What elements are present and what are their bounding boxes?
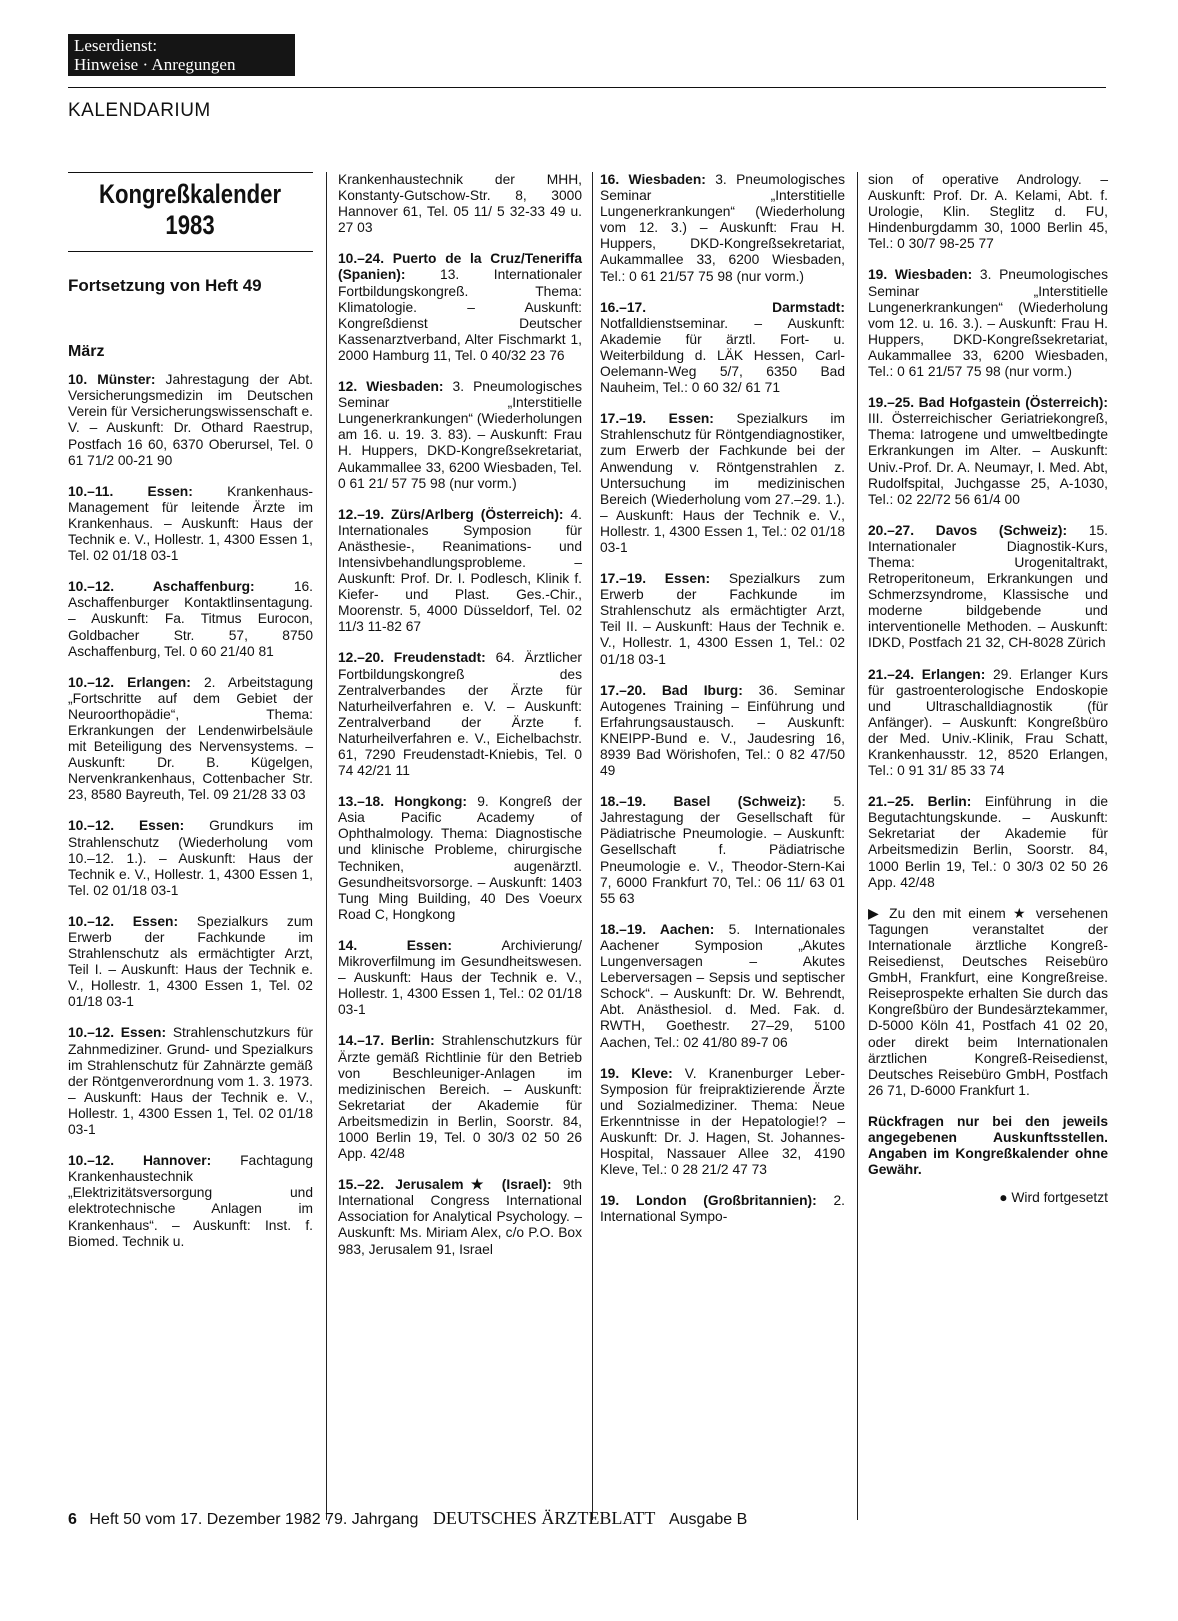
column-2 bbox=[338, 172, 582, 1273]
entry-date-place: 19. Wiesbaden: bbox=[868, 267, 980, 283]
disclaimer: Rückfragen nur bei den jeweils angegebenen Auskunftsstellen. Angaben im Kongreßkalender ohne Gewähr. bbox=[868, 1113, 1108, 1178]
page-footer bbox=[68, 1508, 747, 1529]
issue-info: Heft 50 vom 17. Dezember 1982 79. Jahrgang bbox=[89, 1511, 419, 1528]
entry-text: Spezialkurs zum Erwerb der Fachkunde im Strahlenschutz als ermächtigter Arzt, Teil II. – Auskunft: Haus der Technik e. V., Hollestr. 1, 4300 Essen 1, Tel.: 02 01/18 03-1 bbox=[600, 571, 845, 667]
journal-name: DEUTSCHES ÄRZTEBLATT bbox=[432, 1508, 656, 1528]
calendar-entry bbox=[338, 794, 582, 923]
entry-date-place: 16.–17. Darmstadt: bbox=[600, 299, 845, 315]
header-line-2: Hinweise · Anregungen bbox=[74, 55, 236, 74]
entry-text: 29. Erlanger Kurs für gastroenterologische Endoskopie und Ultraschalldiagnostik (für Anfänger). – Auskunft: Kongreßbüro der Med. Univ.-Klinik, Frau Schatt, Krankenhausstr. 12, 8520 Erlangen, Tel.: 0 91 31/ 85 33 74 bbox=[868, 666, 1108, 779]
entry-date-place: 20.–27. Davos (Schweiz): bbox=[868, 522, 1089, 538]
entry-date-place: 21.–24. Erlangen: bbox=[868, 666, 993, 682]
calendar-entry bbox=[868, 794, 1108, 891]
calendar-entry bbox=[600, 571, 845, 668]
entry-text: Fachtagung Krankenhaustechnik „Elektrizitätsversorgung und elektrotechnische Anlagen im Krankenhaus“. – Auskunft: Inst. f. Biomed. Technik u. bbox=[68, 1153, 313, 1249]
entry-text: 4. Internationales Symposion für Anästhesie-, Reanimations- und Intensivbehandlungsprobleme. – Auskunft: Prof. Dr. I. Podlesch, Klinik f. Kiefer- und Plast. Ges.-Chir., Moorenstr. 5, 4000 Düsseldorf, Tel. 02 11/3 11-82 67 bbox=[338, 506, 582, 635]
entry-date-place: 17.–20. Bad Iburg: bbox=[600, 682, 759, 698]
entry-text: 3. Pneumologisches Seminar „Interstitielle Lungenerkrankungen“ (Wiederholungen am 16. u. 19. 3. 83). – Auskunft: Frau H. Huppers, DKD-Kongreßsekretariat, Aukammallee 33, 6200 Wiesbaden, Tel. 0 61 21/ 57 75 98 (nur vorm.) bbox=[338, 379, 582, 491]
entry-text: 5. Jahrestagung der Gesellschaft für Pädiatrische Pneumologie. – Auskunft: Gesellschaft f. Pädiatrische Pneumologie e. V., Theodor-Stern-Kai 7, 6000 Frankfurt 70, Tel.: 06 11/ 63 01 55 63 bbox=[600, 794, 845, 906]
entry-text: Strahlenschutzkurs für Zahnmediziner. Grund- und Spezialkurs im Strahlenschutz für Zahnärzte gemäß der Röntgenverordnung vom 1. 3. 1973. – Auskunft: Haus der Technik e. V., Hollestr. 1, 4300 Essen 1, Tel. 02 01/18 03-1 bbox=[68, 1025, 314, 1138]
entry-date-place: 10.–12. Essen: bbox=[68, 913, 197, 929]
month-heading: März bbox=[68, 343, 105, 361]
entry-date-place: 16. Wiesbaden: bbox=[600, 172, 716, 187]
entry-text: Archivierung/ Mikroverfilmung im Gesundheitswesen. – Auskunft: Haus der Technik e. V., Hollestr. 1, 4300 Essen 1, Tel.: 02 01/18 03-1 bbox=[338, 937, 582, 1018]
entry-date-place: 10. Münster: bbox=[68, 372, 166, 388]
calendar-entry bbox=[68, 372, 313, 469]
calendar-entry bbox=[68, 579, 313, 659]
entry-text: Grundkurs im Strahlenschutz (Wiederholung vom 10.–12. 1.). – Auskunft: Haus der Technik e. V., Hollestr. 1, 4300 Essen 1, Tel. 02 01/18 03-1 bbox=[68, 818, 313, 898]
entry-text: Einführung in die Begutachtungskunde. – Auskunft: Sekretariat der Akademie für Arbeitsmedizin Berlin, Soorstr. 84, 1000 Berlin 19, Tel.: 0 30/3 02 50 26 App. 42/48 bbox=[868, 794, 1108, 890]
entry-date-place: 10.–11. Essen: bbox=[68, 483, 228, 499]
entry-date-place: 18.–19. Aachen: bbox=[600, 921, 729, 937]
entry-date-place: 10.–24. Puerto de la Cruz/Teneriffa (Spanien): bbox=[338, 251, 582, 283]
column-divider bbox=[326, 172, 327, 1520]
calendar-entry bbox=[600, 922, 845, 1051]
entry-date-place: 12.–20. Freudenstadt: bbox=[338, 650, 496, 666]
calendar-entry bbox=[338, 251, 582, 364]
entry-date-place: 18.–19. Basel (Schweiz): bbox=[600, 794, 834, 810]
calendar-entry bbox=[868, 395, 1108, 508]
column-4-entries bbox=[868, 267, 1108, 890]
calendar-entry bbox=[338, 379, 582, 492]
calendar-entry bbox=[338, 1033, 582, 1162]
entry-text: 2. Arbeitstagung „Fortschritte auf dem Gebiet der Neuroorthopädie“, Thema: Erkrankungen der Lendenwirbelsäule mit Beteiligung des Nervensystems. – Auskunft: Dr. B. Kügelgen, Nervenkrankenhaus, Cottenbacher Str. 23, 8580 Bayreuth, Tel. 09 21/28 33 03 bbox=[68, 674, 314, 803]
entry-date-place: 14.–17. Berlin: bbox=[338, 1033, 442, 1049]
entry-date-place: 15.–22. Jerusalem★ (Israel): bbox=[338, 1177, 563, 1193]
calendar-entry bbox=[68, 484, 313, 564]
calendar-entry bbox=[600, 172, 845, 285]
calendar-title bbox=[68, 172, 313, 252]
calendar-entry bbox=[600, 1193, 845, 1225]
entry-date-place: 12.–19. Zürs/Arlberg (Österreich): bbox=[338, 506, 571, 522]
entry-text: 16. Aschaffenburger Kontaktlinsentagung. – Auskunft: Fa. Titmus Eurocon, Goldbacher Str. 57, 8750 Aschaffenburg, Tel. 0 60 21/40 81 bbox=[68, 579, 313, 659]
continued-marker: ● Wird fortgesetzt bbox=[999, 1190, 1108, 1206]
column-4 bbox=[868, 172, 1108, 1206]
calendar-entry bbox=[600, 683, 845, 780]
entry-text: 15. Internationaler Diagnostik-Kurs, Thema: Urogenitaltrakt, Retroperitoneum, Erkrankungen und Schmerzsyndrome, Klassische und moderne bildgebende und interventionelle Methoden. – Auskunft: IDKD, Postfach 21 32, CH-8028 Zürich bbox=[868, 522, 1108, 651]
entry-date-place: 13.–18. Hongkong: bbox=[338, 794, 478, 810]
column-1 bbox=[68, 172, 313, 1265]
calendar-entry bbox=[68, 1153, 313, 1250]
calendar-entry bbox=[338, 650, 582, 779]
entry-text: 3. Pneumologisches Seminar „Interstitielle Lungenerkrankungen“ (Wiederholung vom 12. u. 16. 3.). – Auskunft: Frau H. Huppers, DKD-Kongreßsekretariat, Aukammallee 33, 6200 Wiesbaden, Tel.: 0 61 21/57 75 98 (nur vorm.) bbox=[868, 267, 1109, 380]
calendar-title-line-1: Kongreßkalender bbox=[99, 179, 282, 209]
entry-text: III. Österreichischer Geriatriekongreß, Thema: Iatrogene und umweltbedingte Erkrankungen im Alter. – Auskunft: Univ.-Prof. Dr. A. Neumayr, I. Med. Abt, Rudolfspital, Juchgasse 25, A-1030, Tel.: 02 22/72 56 61/4 00 bbox=[868, 411, 1108, 507]
calendar-entry bbox=[868, 267, 1108, 380]
calendar-title-line-2: 1983 bbox=[165, 210, 216, 240]
entry-text: 9th International Congress International Association for Analytical Psychology. – Auskunft: Ms. Miriam Alex, c/o P.O. Box 983, Jerusalem 91, Israel bbox=[338, 1177, 582, 1257]
entry-text: 64. Ärztlicher Fortbildungskongreß des Zentralverbandes der Ärzte für Naturheilverfahren e. V. – Auskunft: Zentralverband der Ärzte f. Naturheilverfahren e. V., Eichelbachstr. 61, 7290 Freudenstadt-Kniebis, Tel. 0 74 42/21 11 bbox=[338, 650, 583, 779]
edition: Ausgabe B bbox=[668, 1511, 748, 1528]
column-3-entries bbox=[600, 172, 845, 1225]
section-header-box bbox=[68, 34, 295, 76]
calendar-subtitle: Fortsetzung von Heft 49 bbox=[68, 276, 262, 295]
section-title: KALENDARIUM bbox=[68, 100, 211, 121]
page-number: 6 bbox=[68, 1511, 77, 1528]
column-2-entries bbox=[338, 251, 582, 1257]
header-rule bbox=[68, 87, 1106, 88]
calendar-entry bbox=[338, 938, 582, 1018]
entry-text: Krankenhaus-Management für leitende Ärzte im Krankenhaus. – Auskunft: Haus der Technik e. V., Hollestr. 1, 4300 Essen 1, Tel. 02 01/18 03-1 bbox=[68, 483, 313, 564]
column-divider bbox=[857, 172, 858, 1520]
entry-date-place: 10.–12. Aschaffenburg: bbox=[68, 579, 294, 595]
column-4-lead: sion of operative Andrology. – Auskunft: Prof. Dr. A. Kelami, Abt. f. Urologie, Klin. Steglitz d. FU, Hindenburgdamm 30, 1000 Berlin 45, Tel.: 0 30/7 98-25 77 bbox=[868, 172, 1108, 252]
entry-date-place: 10.–12. Hannover: bbox=[68, 1153, 241, 1169]
entry-text: Strahlenschutzkurs für Ärzte gemäß Richtlinie für den Betrieb von Beschleuniger-Anlagen im medizinischen Bereich. – Auskunft: Sekretariat der Akademie für Arbeitsmedizin in Berlin, Soorstr. 84, 1000 Berlin 19, Tel. 0 30/3 02 50 26 App. 42/48 bbox=[338, 1033, 582, 1162]
calendar-entry bbox=[338, 507, 582, 636]
calendar-entry bbox=[600, 794, 845, 907]
entry-date-place: 10.–12. Essen: bbox=[68, 818, 210, 834]
entry-text: 9. Kongreß der Asia Pacific Academy of Ophthalmology. Thema: Diagnostische und klinische Probleme, chirurgische Techniken, augenärztl. Gesundheitsvorsorge. – Auskunft: 1403 Tung Ming Building, 40 Des Voeurx Road C, Hongkong bbox=[338, 794, 582, 922]
entry-text: 36. Seminar Autogenes Training – Einführung und Erfahrungsaustausch. – Auskunft: KNEIPP-Bund e. V., Jaudesring 16, 8939 Bad Wörishofen, Tel.: 0 82 47/50 49 bbox=[600, 682, 845, 779]
entry-date-place: 14. Essen: bbox=[338, 937, 502, 953]
column-2-lead: Krankenhaustechnik der MHH, Konstanty-Gutschow-Str. 8, 3000 Hannover 61, Tel. 05 11/ 5 32-33 49 u. 27 03 bbox=[338, 172, 582, 236]
entry-date-place: 17.–19. Essen: bbox=[600, 411, 737, 427]
entry-text: Spezialkurs zum Erwerb der Fachkunde im Strahlenschutz als ermächtigter Arzt, Teil I. – Auskunft: Haus der Technik e. V., Hollestr. 1, 4300 Essen 1, Tel. 02 01/18 03-1 bbox=[68, 913, 313, 1010]
entry-date-place: 12. Wiesbaden: bbox=[338, 379, 453, 395]
entry-text: 5. Internationales Aachener Symposion „Akutes Lungenversagen – Akutes Leberversagen – Sepsis und septischer Schock“. – Auskunft: Dr. W. Behrendt, Abt. Anästhesiol. d. Med. Fak. d. RWTH, Goethestr. 27–29, 5100 Aachen, Tel.: 02 41/80 89-7 06 bbox=[600, 921, 845, 1050]
calendar-entry bbox=[68, 818, 313, 898]
entry-text: Spezialkurs im Strahlenschutz für Röntgendiagnostiker, zum Erwerb der Fachkunde bei der Anwendung v. Röntgenstrahlen z. Untersuchung im medizinischen Bereich (Wiederholung vom 27.–29. 1.). – Auskunft: Haus der Technik e. V., Hollestr. 1, 4300 Essen 1, Tel.: 02 01/18 03-1 bbox=[600, 411, 845, 555]
calendar-entry bbox=[600, 1066, 845, 1179]
calendar-entry bbox=[68, 914, 313, 1011]
entry-date-place: 17.–19. Essen: bbox=[600, 571, 729, 587]
calendar-entry bbox=[868, 523, 1108, 652]
entry-date-place: 21.–25. Berlin: bbox=[868, 794, 985, 810]
calendar-entry bbox=[600, 300, 845, 397]
entry-text: 13. Internationaler Fortbildungskongreß. Thema: Klimatologie. – Auskunft: Kongreßdienst Deutscher Kassenarztverband, Alter Fischmarkt 1, 2000 Hamburg 11, Tel. 0 40/32 23 76 bbox=[338, 267, 582, 363]
calendar-entry bbox=[68, 675, 313, 804]
entry-text: Jahrestagung der Abt. Versicherungsmedizin im Deutschen Verein für Versicherungswissenschaft e. V. – Auskunft: Dr. Othard Raestrup, Postfach 16 60, 6370 Oberursel, Tel. 0 61 71/2 00-21 90 bbox=[68, 372, 313, 468]
column-3 bbox=[600, 172, 845, 1240]
entry-text: V. Kranenburger Leber-Symposion für freipraktizierende Ärzte und Sozialmediziner. Thema: Neue Erkenntnisse in der Hepatologie!? – Auskunft: Dr. J. Hagen, St. Johannes-Hospital, Nassauer Allee 32, 4190 Kleve, Tel.: 0 28 21/2 47 73 bbox=[600, 1065, 845, 1178]
calendar-entry bbox=[600, 411, 845, 556]
column-divider bbox=[592, 172, 593, 1520]
calendar-entry bbox=[68, 1025, 313, 1138]
entry-text: 3. Pneumologisches Seminar „Interstitielle Lungenerkrankungen“ (Wiederholung vom 12. 3.) – Auskunft: Frau H. Huppers, DKD-Kongreßsekretariat, Aukammallee 33, 6200 Wiesbaden, Tel.: 0 61 21/57 75 98 (nur vorm.) bbox=[600, 172, 845, 284]
entry-text: Notfalldienstseminar. – Auskunft: Akademie für ärztl. Fort- u. Weiterbildung d. LÄK Hessen, Carl-Oelemann-Weg 5/7, 6350 Bad Nauheim, Tel.: 0 60 32/ 61 71 bbox=[600, 315, 845, 396]
reise-note: ▶ Zu den mit einem ★ versehenen Tagungen veranstaltet der Internationale ärztliche Kongreß-Reisedienst, Deutsches Reisebüro GmbH, Frankfurt, eine Kongreßreise. Reiseprospekte erhalten Sie durch das Kongreßbüro der Bundesärztekammer, D-5000 Köln 41, Postfach 41 02 20, oder direkt beim Internationalen ärztlichen Kongreß-Reisedienst, Deutsches Reisebüro GmbH, Postfach 26 71, D-6000 Frankfurt 1. bbox=[868, 905, 1108, 1098]
entry-text: 2. International Sympo- bbox=[600, 1193, 845, 1225]
column-1-entries bbox=[68, 372, 313, 1250]
entry-date-place: 19. London (Großbritannien): bbox=[600, 1193, 834, 1209]
entry-date-place: 10.–12. Erlangen: bbox=[68, 674, 204, 690]
entry-date-place: 19. Kleve: bbox=[600, 1065, 685, 1081]
entry-date-place: 10.–12. Essen: bbox=[68, 1025, 173, 1041]
calendar-entry bbox=[338, 1177, 582, 1257]
calendar-entry bbox=[868, 667, 1108, 780]
header-line-1: Leserdienst: bbox=[74, 36, 158, 55]
entry-date-place: 19.–25. Bad Hofgastein (Österreich): bbox=[868, 395, 1108, 411]
